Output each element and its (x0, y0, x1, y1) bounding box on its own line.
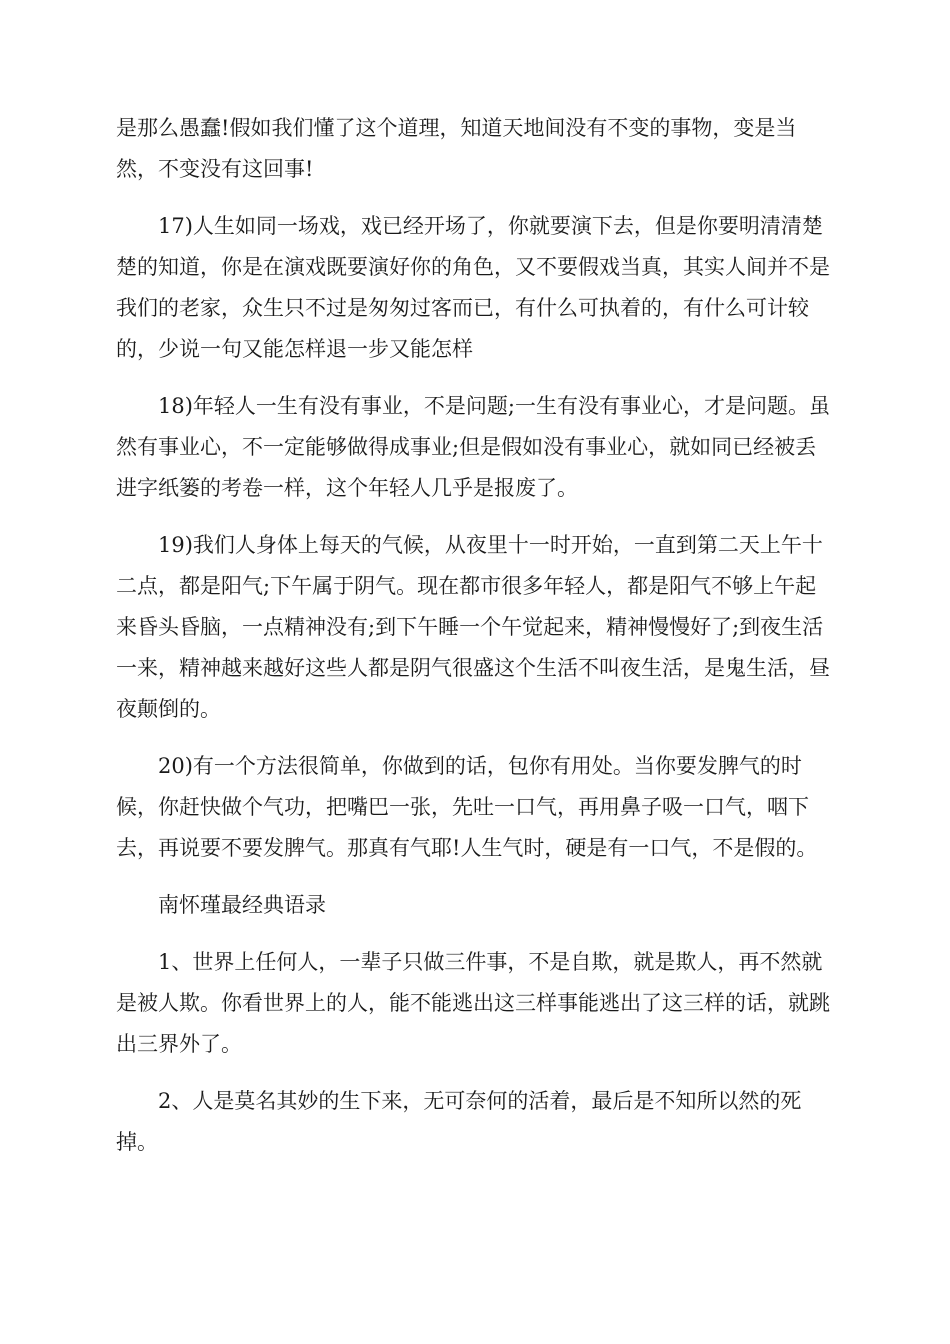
paragraph-quote-2: 2、人是莫名其妙的生下来，无可奈何的活着，最后是不知所以然的死掉。 (116, 1089, 802, 1154)
document-body (116, 108, 836, 1179)
paragraph-quote-1: 1、世界上任何人，一辈子只做三件事，不是自欺，就是欺人，再不然就是被人欺。你看世界上的人，能不能逃出这三样事能逃出了这三样的话，就跳出三界外了。 (116, 950, 830, 1056)
section-heading: 南怀瑾最经典语录 (158, 893, 326, 917)
paragraph-continuation: 是那么愚蠢!假如我们懂了这个道理，知道天地间没有不变的事物，变是当然，不变没有这回事! (116, 116, 797, 181)
paragraph-quote-18: 18)年轻人一生有没有事业，不是问题;一生有没有事业心，才是问题。虽然有事业心，不一定能够做得成事业;但是假如没有事业心，就如同已经被丢进字纸篓的考卷一样，这个年轻人几乎是报废了。 (116, 394, 830, 500)
paragraph-quote-19: 19)我们人身体上每天的气候，从夜里十一时开始，一直到第二天上午十二点，都是阳气;下午属于阴气。现在都市很多年轻人，都是阳气不够上午起来昏头昏脑，一点精神没有;到下午睡一个午觉起来，精神慢慢好了;到夜生活一来，精神越来越好这些人都是阴气很盛这个生活不叫夜生活，是鬼生活，昼夜颠倒的。 (116, 533, 830, 721)
paragraph-quote-20: 20)有一个方法很简单，你做到的话，包你有用处。当你要发脾气的时候，你赶快做个气功，把嘴巴一张，先吐一口气，再用鼻子吸一口气，咽下去，再说要不要发脾气。那真有气耶!人生气时，硬是有一口气，不是假的。 (116, 754, 818, 860)
paragraph-quote-17: 17)人生如同一场戏，戏已经开场了，你就要演下去，但是你要明清清楚楚的知道，你是在演戏既要演好你的角色，又不要假戏当真，其实人间并不是我们的老家，众生只不过是匆匆过客而已，有什么可执着的，有什么可计较的，少说一句又能怎样退一步又能怎样 (116, 214, 830, 361)
